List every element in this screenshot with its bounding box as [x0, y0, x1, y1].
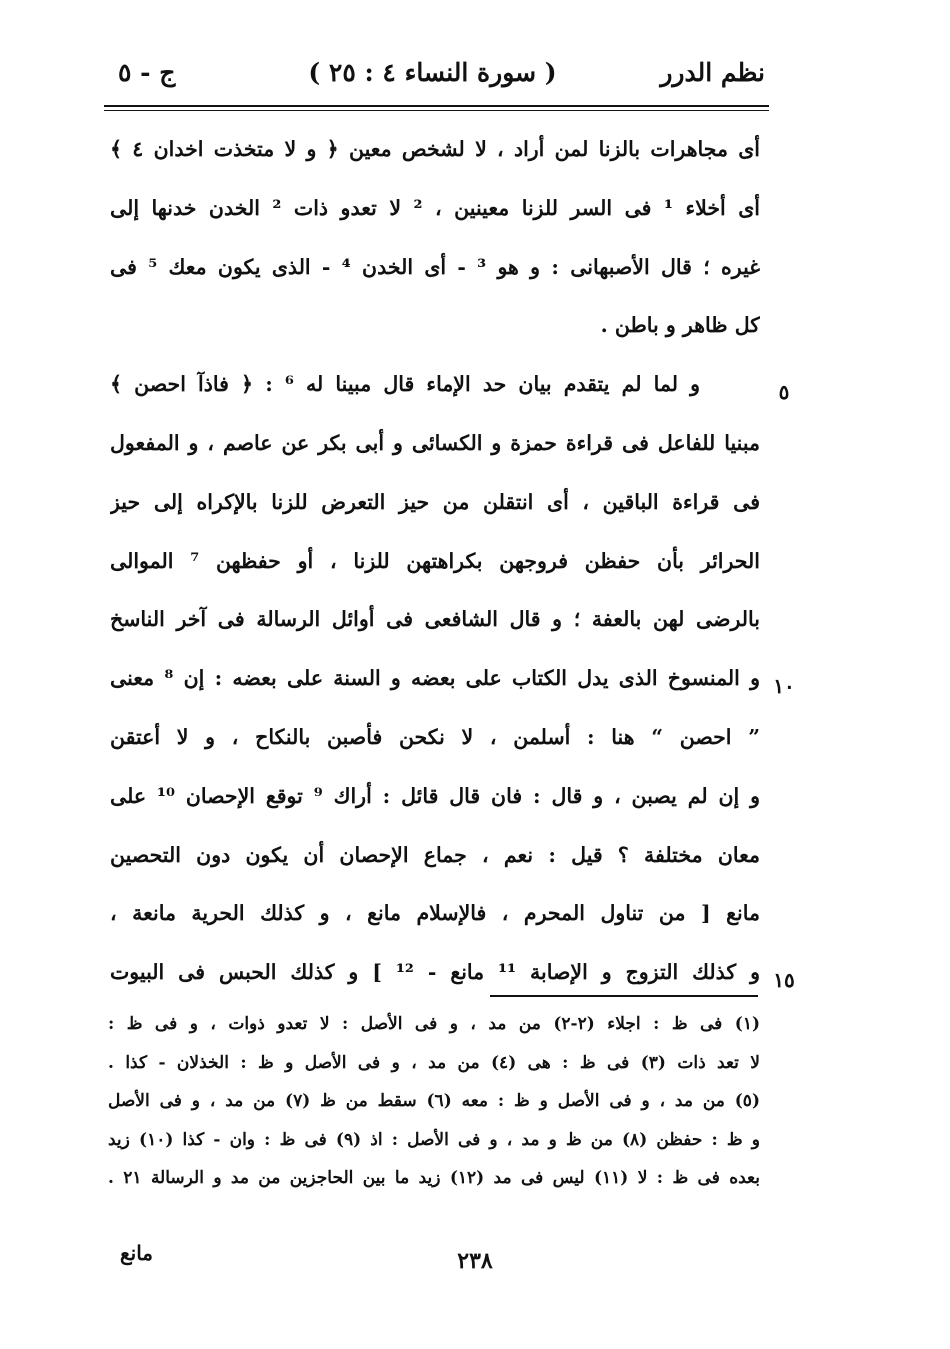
text-line: الحرائر بأن حفظن فروجهن بكراهتهن للزنا ، أو حفظهن ⁷ الموالى — [110, 548, 760, 573]
book-title: نظم الدرر — [660, 58, 765, 87]
text-line: مبنيا للفاعل فى قراءة حمزة و الكسائى و أبى بكر عن عاصم ، و المفعول — [110, 430, 760, 455]
text-line: ” احصن “ هنا : أسلمن ، لا نكحن فأصبن بالنكاح ، و لا أعتقن — [110, 724, 760, 749]
footnote-line: و ظ : حفظن (٨) من ظ و مد ، و فى الأصل : اذ (٩) فى ظ : وان - كذا (١٠) زيد — [108, 1129, 760, 1150]
line-number-10: ١٠ — [773, 674, 795, 698]
running-header — [100, 50, 765, 100]
text-line: فى قراءة الباقين ، أى انتقلن من حيز التعرض للزنا بالإكراه إلى حيز — [110, 489, 760, 514]
text-line: و لما لم يتقدم بيان حد الإماء قال مبينا له ⁶ : ﴿ فاذآ احصن ﴾ — [110, 372, 700, 397]
page-number: ٢٣٨ — [457, 1248, 493, 1274]
text-line: و إن لم يصبن ، و قال : فان قال قائل : أراك ⁹ توقع الإحصان ¹⁰ على — [110, 783, 760, 808]
text-line: أى أخلاء ¹ فى السر للزنا معينين ، ² لا تعدو ذات ² الخدن خدنها إلى — [110, 195, 760, 220]
line-number-15: ١٥ — [773, 968, 795, 992]
text-line: بالرضى لهن بالعفة ؛ و قال الشافعى فى أوائل الرسالة فى آخر الناسخ — [110, 607, 760, 632]
footnote-line: بعده فى ظ : لا (١١) ليس فى مد (١٢) زيد ما بين الحاجزين من مد و الرسالة ٢١ . — [108, 1168, 760, 1189]
text-line: غيره ؛ قال الأصبهانى : و هو ³ - أى الخدن ⁴ - الذى يكون معك ⁵ فى — [110, 254, 760, 279]
text-line: كل ظاهر و باطن . — [600, 313, 760, 338]
surah-reference: ( سورة النساء ٤ : ٢٥ ) — [308, 58, 557, 87]
main-text — [110, 120, 760, 1002]
text-line: و كذلك التزوج و الإصابة ¹¹ مانع - ¹² ] و كذلك الحبس فى البيوت — [110, 960, 760, 985]
footnote-line: (١) فى ظ : اجلاء (٢-٢) من مد ، و فى الأصل : لا تعدو ذوات ، و فى ظ : — [108, 1014, 760, 1034]
header-rule-thin — [104, 110, 769, 111]
footnotes — [108, 1005, 760, 1198]
text-line: مانع [ من تناول المحرم ، فالإسلام مانع ، و كذلك الحرية مانعة ، — [110, 901, 760, 926]
footnote-line: لا تعد ذات (٣) فى ظ : هى (٤) من مد ، و فى الأصل و ظ : الخذلان - كذا . — [108, 1052, 760, 1073]
line-number-5: ٥ — [778, 380, 790, 404]
catchword: مانع — [120, 1241, 154, 1265]
header-rule-thick — [104, 105, 769, 107]
text-line: معان مختلفة ؟ قيل : نعم ، جماع الإحصان أن يكون دون التحصين — [110, 842, 760, 867]
volume-number: ج - ٥ — [118, 58, 176, 87]
footnote-rule — [490, 995, 758, 997]
footnote-line: (٥) من مد ، و فى الأصل و ظ : معه (٦) سقط من ظ (٧) من مد ، و فى الأصل — [108, 1091, 760, 1112]
text-line: أى مجاهرات بالزنا لمن أراد ، لا لشخص معين ﴿ و لا متخذت اخدان ٤ ﴾ — [110, 137, 760, 161]
text-line: و المنسوخ الذى يدل الكتاب على بعضه و السنة على بعضه : إن ⁸ معنى — [110, 666, 760, 691]
